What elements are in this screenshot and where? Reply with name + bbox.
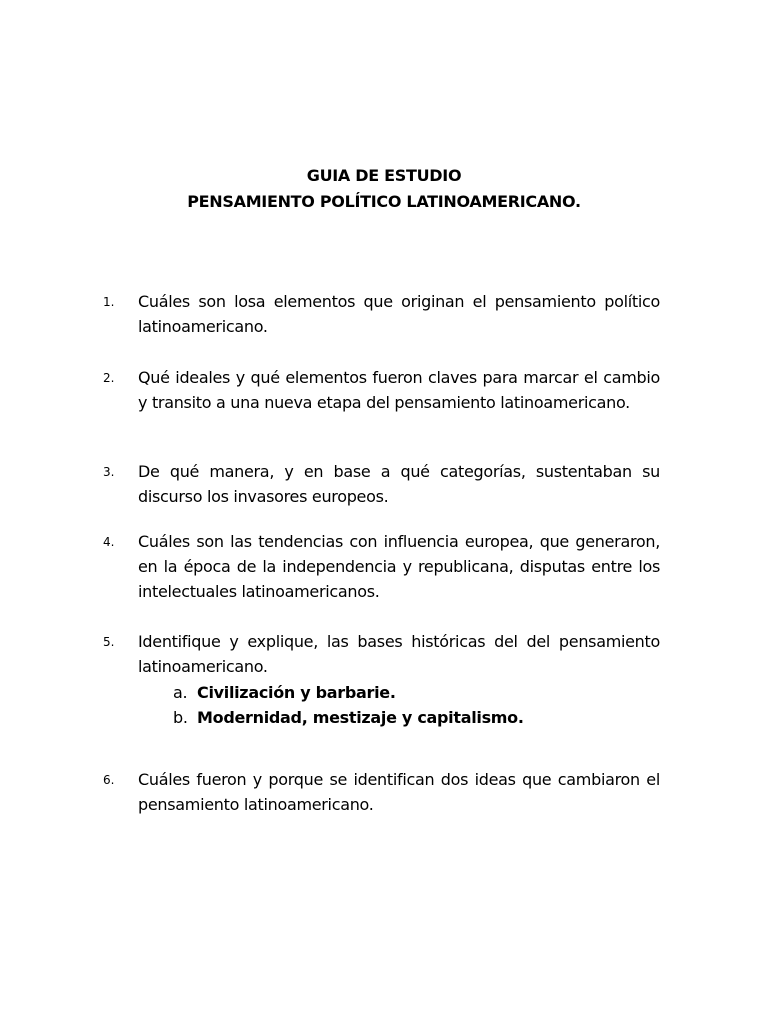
question-text: Identifique y explique, las bases históricas del del pensamiento latinoamericano. [138, 632, 660, 676]
title-line-1: GUIA DE ESTUDIO [306, 166, 462, 185]
sub-item-b [173, 705, 524, 730]
sub-item-text: Civilización y barbarie. [197, 683, 396, 702]
sub-item-letter: a. [173, 683, 188, 702]
question-number: 5. [103, 635, 115, 649]
question-text: Cuáles son las tendencias con influencia europea, que generaron, en la época de la independencia y republicana, disputas entre los intelectuales latinoamericanos. [138, 532, 660, 601]
question-text: Qué ideales y qué elementos fueron claves para marcar el cambio y transito a una nueva etapa del pensamiento latinoamericano. [138, 368, 660, 412]
question-text: Cuáles son losa elementos que originan el pensamiento político latinoamericano. [138, 292, 660, 336]
title-line-2: PENSAMIENTO POLÍTICO LATINOAMERICANO. [187, 192, 581, 211]
question-number: 2. [103, 371, 115, 385]
document-title [0, 163, 768, 215]
question-number: 1. [103, 295, 115, 309]
question-text: Cuáles fueron y porque se identifican dos ideas que cambiaron el pensamiento latinoamericano. [138, 770, 660, 814]
sub-item-letter: b. [173, 708, 188, 727]
question-text: De qué manera, y en base a qué categorías, sustentaban su discurso los invasores europeos. [138, 462, 660, 506]
question-number: 4. [103, 535, 115, 549]
sub-item-text: Modernidad, mestizaje y capitalismo. [197, 708, 524, 727]
question-number: 6. [103, 773, 115, 787]
sub-item-a [173, 680, 396, 705]
question-number: 3. [103, 465, 115, 479]
